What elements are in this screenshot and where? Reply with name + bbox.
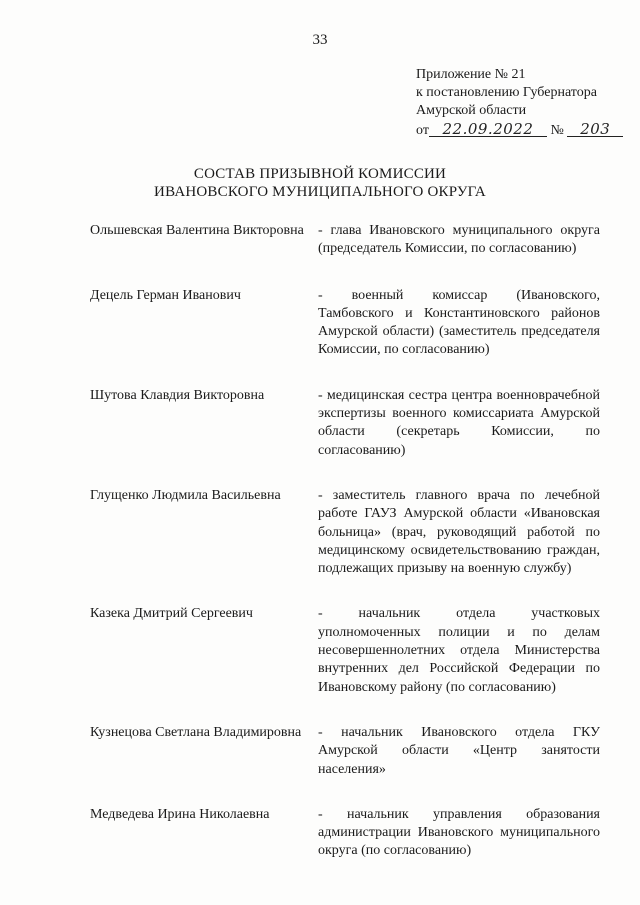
member-role: - начальник отдела участковых уполномоченных полиции и по делам несовершеннолетних отдела Министерства внутренних дел Российской Федерации по Ивановскому району (по согласованию) (318, 606, 600, 695)
member-row (90, 387, 610, 460)
document-title (0, 165, 640, 201)
member-row (90, 487, 610, 578)
from-label: от (416, 123, 429, 138)
member-row (90, 605, 610, 696)
member-role: - начальник Ивановского отдела ГКУ Амурской области «Центр занятости населения» (318, 724, 600, 777)
member-role: - начальник управления образования администрации Ивановского муниципального округа (по согласованию) (318, 806, 600, 859)
member-name: Кузнецова Светлана Владимировна (90, 724, 302, 740)
appendix-date-number (416, 120, 626, 140)
member-role: - заместитель главного врача по лечебной работе ГАУЗ Амурской области «Ивановская больница» (врач, руководящий работой по медицинскому освидетельствованию граждан, подлежащих призыву на военную службу) (318, 487, 600, 577)
member-row (90, 806, 610, 861)
appendix-title: Приложение № 21 (416, 67, 526, 82)
member-name: Глущенко Людмила Васильевна (90, 487, 281, 503)
number-line (567, 120, 623, 137)
handwritten-number: 203 (580, 120, 611, 138)
handwritten-date: 22.09.2022 (442, 120, 534, 138)
member-role: - глава Ивановского муниципального округа (председатель Комиссии, по согласованию) (318, 223, 600, 257)
member-row (90, 287, 610, 360)
member-row (90, 724, 610, 779)
member-name: Ольшевская Валентина Викторовна (90, 223, 304, 238)
member-name: Шутова Клавдия Викторовна (90, 387, 265, 403)
page-number: 33 (312, 32, 328, 48)
members-list (90, 222, 610, 861)
member-row (90, 222, 610, 259)
date-line (429, 120, 547, 137)
member-role: - медицинская сестра центра военноврачебной экспертизы военного комиссариата Амурской области (секретарь Комиссии, по согласованию) (318, 387, 600, 458)
appendix-block (416, 66, 626, 140)
appendix-decree: к постановлению Губернатора (416, 85, 597, 100)
member-name: Медведева Ирина Николаевна (90, 806, 270, 822)
number-label: № (550, 123, 564, 138)
member-name: Децель Герман Иванович (90, 287, 241, 303)
member-role: - военный комиссар (Ивановского, Тамбовского и Константиновского районов Амурской области) (заместитель председателя Комиссии, по согласованию) (318, 287, 600, 358)
appendix-region: Амурской области (416, 103, 527, 118)
member-name: Казека Дмитрий Сергеевич (90, 606, 253, 622)
title-line-1: СОСТАВ ПРИЗЫВНОЙ КОМИССИИ (193, 166, 447, 182)
title-line-2: ИВАНОВСКОГО МУНИЦИПАЛЬНОГО ОКРУГА (154, 184, 486, 200)
